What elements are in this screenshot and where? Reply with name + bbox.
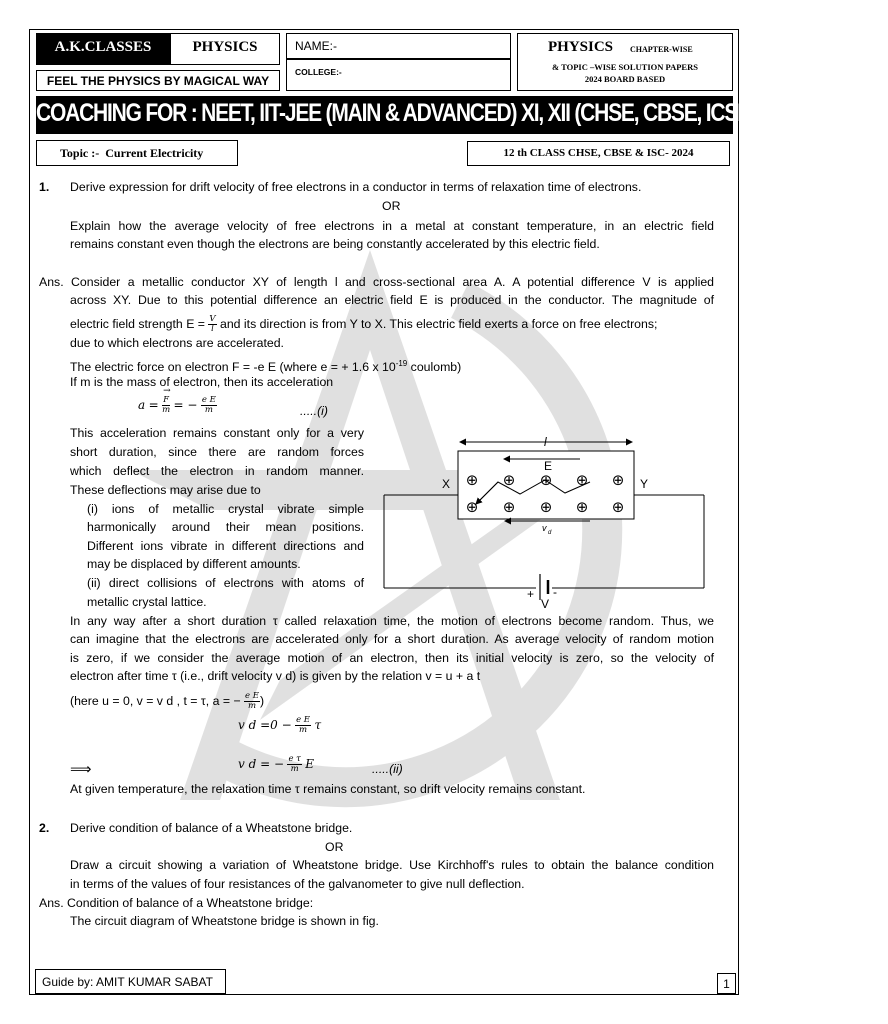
q2-question: Derive condition of balance of a Wheatstone bridge.	[70, 821, 353, 835]
ans1-wide-3: is zero, if we consider the average motion of an electron, then its initial velocity is zero, so the velocity of	[70, 651, 714, 665]
end-y-label: Y	[640, 477, 649, 491]
ans1-para-3: which deflect the electron in random manner.	[70, 464, 364, 478]
topic-box	[36, 140, 238, 166]
name-label: NAME:-	[295, 39, 337, 53]
field-strength-label: electric field strength E =	[70, 316, 205, 331]
equation-drift-1: v d =0 − $\frac{\text{e E}}{m}$ τ	[238, 715, 322, 735]
q2-answer-line2: The circuit diagram of Wheatstone bridge is shown in fig.	[70, 914, 379, 928]
fraction-eE-over-m: $\frac{\text{e E}}{m}$	[245, 691, 259, 711]
equation-1: a = → $\frac{F}{m}$ = − $\frac{\text{e E}}{m}$	[138, 396, 217, 415]
series-line2: & TOPIC –WISE SOLUTION PAPERS	[552, 62, 698, 72]
electric-force-text: The electric force on electron F = -e E (where e = + 1.6 x 10	[70, 360, 396, 375]
ans1-conclusion: At given temperature, the relaxation time τ remains constant, so drift velocity remains constant.	[70, 782, 586, 796]
drift-eq2-lhs: v d = −	[238, 756, 285, 771]
ans1-wide-4: electron after time τ (i.e., drift velocity v d) is given by the relation v = u + a t	[70, 669, 481, 683]
topic-label: Topic :- Current Electricity	[60, 146, 204, 160]
ans1-item-3: Different ions vibrate in different directions and	[87, 539, 364, 553]
ans1-line6: If m is the mass of electron, then its acceleration	[70, 375, 334, 389]
q2-or: OR	[325, 840, 344, 854]
drift-label: v	[542, 523, 547, 533]
page-number: 1	[723, 977, 730, 991]
length-label: l	[544, 435, 547, 449]
ans1-item-6: metallic crystal lattice.	[87, 595, 207, 609]
ans1-line4: due to which electrons are accelerated.	[70, 336, 284, 350]
q1-alt-line1: Explain how the average velocity of free electrons in a metal at constant temperature, in an electric field	[70, 219, 714, 233]
ion: ⊕	[502, 471, 516, 489]
guide-label: Guide by: AMIT KUMAR SABAT	[42, 975, 213, 989]
college-label: COLLEGE:-	[295, 67, 342, 77]
q1-question: Derive expression for drift velocity of free electrons in a conductor in terms of relaxation time of electrons.	[70, 180, 642, 194]
coulomb-unit: coulomb)	[407, 360, 462, 375]
battery-minus: -	[553, 585, 557, 599]
tagline-box	[36, 70, 280, 91]
ion: ⊕	[502, 498, 516, 516]
ans1-item-5: (ii) direct collisions of electrons with atoms of	[87, 576, 364, 590]
class-label: 12 th CLASS CHSE, CBSE & ISC- 2024	[503, 147, 694, 159]
ans1-para-1: This acceleration remains constant only for a very	[70, 426, 364, 440]
ans1-wide-5: (here u = 0, v = v d , t = τ, a = − $\frac{\text{e E}}{m}$ )	[70, 691, 265, 711]
page-number-box	[717, 973, 736, 994]
drift-eq-lhs: v d =0 −	[238, 717, 292, 732]
q1-number: 1.	[39, 180, 50, 194]
subject-box	[170, 33, 280, 65]
ans1-line3	[70, 315, 657, 334]
guide-box	[35, 969, 226, 994]
ans1-wide-2: can imagine that the electrons are accelerated only for a short duration. As average velocity of random motion	[70, 632, 714, 646]
brand-box	[36, 33, 170, 65]
drift-subscript: d	[548, 530, 552, 536]
equation-drift-2: v d = − $\frac{\text{e τ}}{m}$ E	[238, 754, 315, 774]
ion: ⊕	[465, 471, 479, 489]
voltage-label: V	[541, 597, 550, 611]
ans1-line5	[70, 356, 461, 375]
end-x-label: X	[442, 477, 451, 491]
exponent: -19	[395, 359, 408, 368]
ans1-line1: Ans. Consider a metallic conductor XY of length l and cross-sectional area A. A potential difference V is applied	[39, 275, 714, 289]
ion: ⊕	[465, 498, 479, 516]
field-direction-text: and its direction is from Y to X. This electric field exerts a force on free electrons;	[219, 316, 658, 331]
drift-velocity-diagram	[380, 430, 720, 610]
ans1-wide-1: In any way after a short duration τ called relaxation time, the motion of electrons become random. Thus, we	[70, 614, 714, 628]
ans1-item-4: may be displaced by different amounts.	[87, 557, 301, 571]
q2-answer: Ans. Condition of balance of a Wheatstone bridge:	[39, 896, 314, 910]
ion: ⊕	[611, 498, 625, 516]
battery-plus: +	[527, 587, 535, 601]
q2-number: 2.	[39, 821, 50, 835]
series-line3: 2024 BOARD BASED	[584, 74, 666, 84]
fraction-v-over-l: $\frac{V}{l}$	[209, 314, 216, 334]
q2-alt-line2: in terms of the values of four resistances of the galvanometer to give null deflection.	[70, 877, 525, 891]
q1-alt-line2: remains constant even though the electrons are being constantly accelerated by this electric field.	[70, 237, 600, 251]
substitution-text: (here u = 0, v = v d , t = τ, a = −	[70, 693, 241, 708]
banner-text: COACHING FOR : NEET, IIT-JEE (MAIN & ADVANCED) XI, XII (CHSE, CBSE, ICSE), INTEGRATED	[36, 99, 888, 128]
ans1-para-2: short duration, since there are random forces	[70, 445, 364, 459]
q1-or: OR	[382, 199, 401, 213]
coaching-banner	[36, 96, 888, 134]
ion: ⊕	[575, 498, 589, 516]
ion: ⊕	[539, 471, 553, 489]
brand-name: A.K.CLASSES	[54, 39, 152, 55]
implies-arrow: ⟹	[70, 761, 92, 778]
equation-1-tag: .....(i)	[300, 404, 329, 418]
ion: ⊕	[611, 471, 625, 489]
ion: ⊕	[539, 498, 553, 516]
field-label: E	[544, 459, 553, 473]
subject-label: PHYSICS	[192, 39, 258, 55]
q2-alt-line1: Draw a circuit showing a variation of Wheatstone bridge. Use Kirchhoff's rules to obtain the balance condition	[70, 858, 714, 872]
series-small: CHAPTER-WISE	[630, 45, 693, 54]
class-box	[467, 141, 730, 166]
tagline: FEEL THE PHYSICS BY MAGICAL WAY	[46, 74, 270, 88]
series-title: PHYSICS	[548, 39, 614, 55]
name-field[interactable]	[286, 33, 511, 59]
college-field[interactable]	[286, 59, 511, 91]
ans1-line2: across XY. Due to this potential difference an electric field E is produced in the conductor. The magnitude of	[70, 293, 714, 307]
ans1-item-1: (i) ions of metallic crystal vibrate simple	[87, 502, 364, 516]
series-box	[517, 33, 733, 91]
equation-2-tag: .....(ii)	[372, 762, 403, 776]
ion: ⊕	[575, 471, 589, 489]
ans1-para-4: These deflections may arise due to	[70, 483, 261, 497]
ans1-item-2: harmonically around their mean positions.	[87, 520, 364, 534]
